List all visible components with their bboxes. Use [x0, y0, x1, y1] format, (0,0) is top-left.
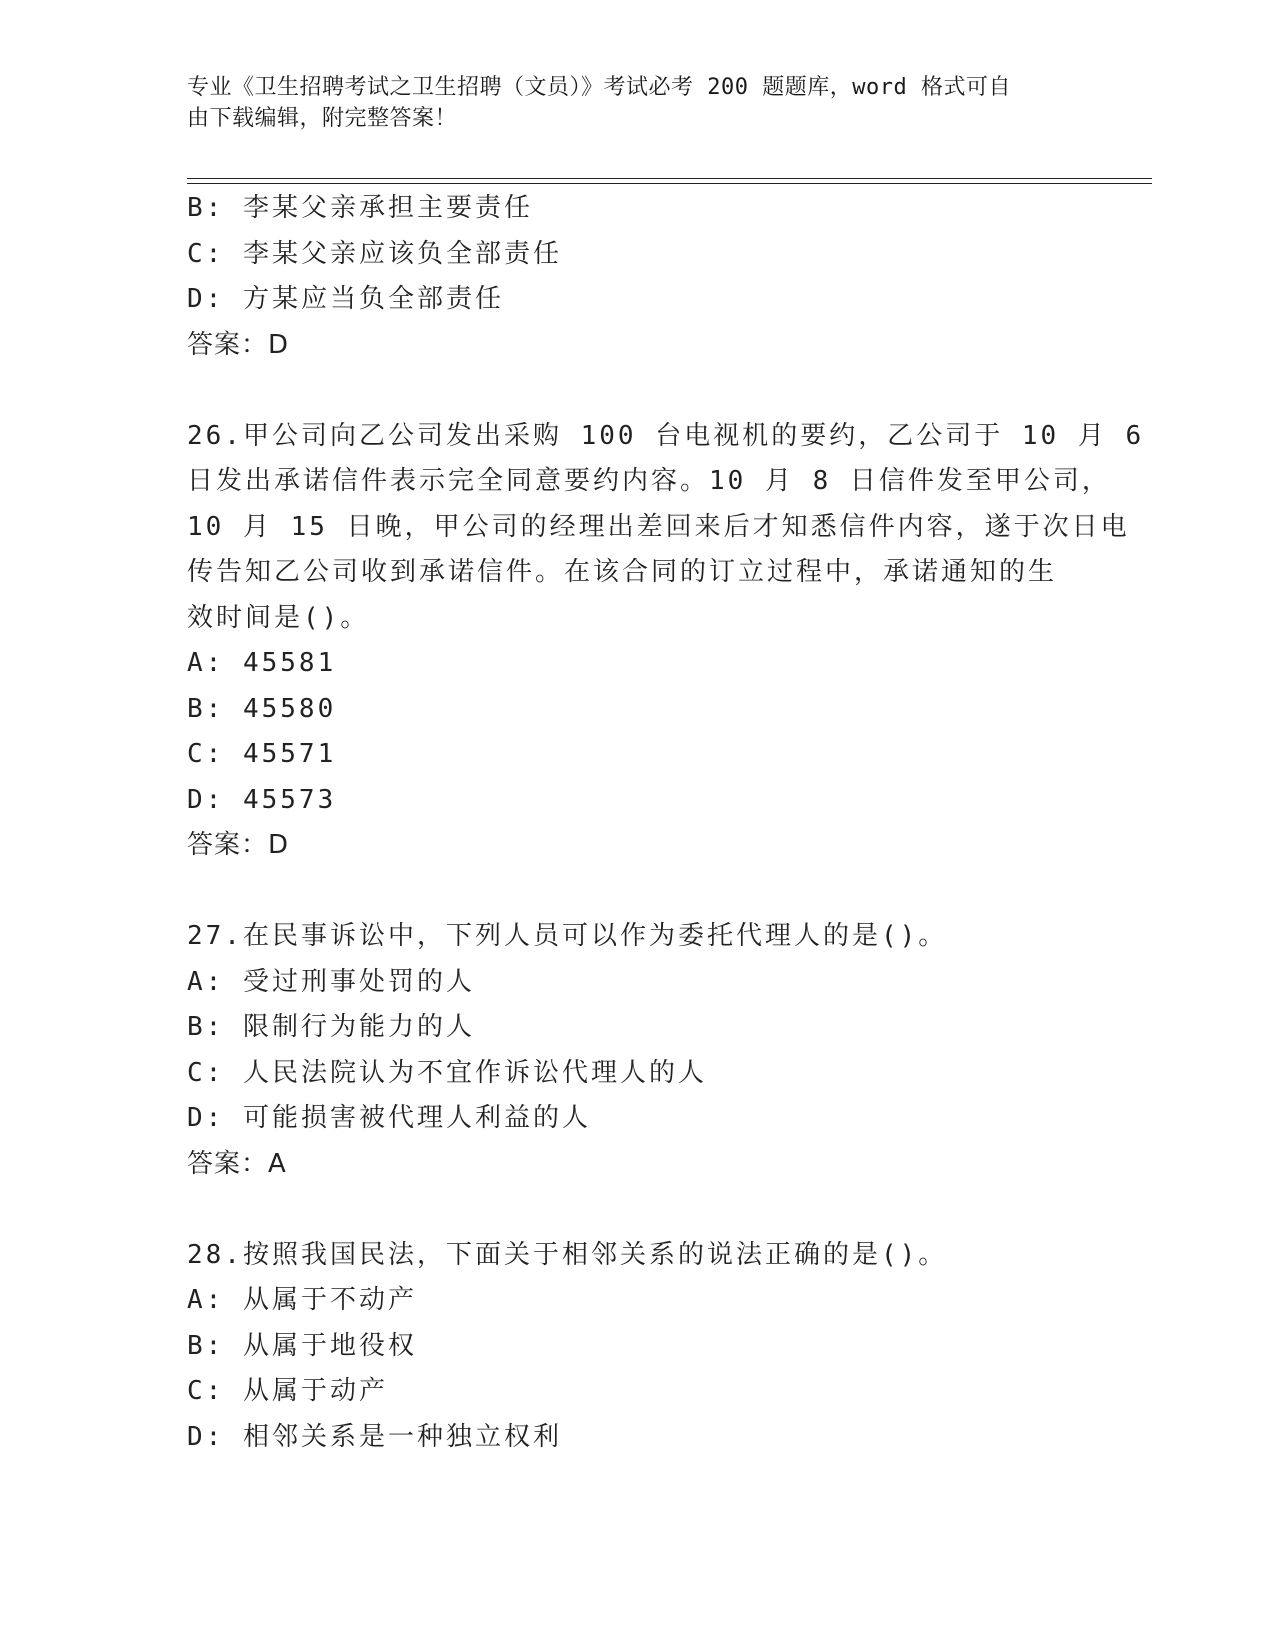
- document-header: [187, 72, 1067, 134]
- answer: 答案：A: [187, 1148, 287, 1179]
- header-rule-bottom: [187, 183, 1152, 184]
- header-line-1: 专业《卫生招聘考试之卫生招聘（文员）》考试必考 200 题题库，word 格式可自: [187, 75, 1011, 100]
- option-a: A: 从属于不动产: [187, 1285, 417, 1315]
- question-stem: 效时间是()。: [187, 602, 370, 633]
- question-25: [187, 186, 1087, 368]
- option-c: C: 45571: [187, 739, 337, 769]
- option-d: D: 可能损害被代理人利益的人: [187, 1103, 591, 1133]
- option-b: B: 限制行为能力的人: [187, 1012, 475, 1042]
- option-d: D: 相邻关系是一种独立权利: [187, 1421, 562, 1452]
- question-stem: 26.甲公司向乙公司发出采购 100 台电视机的要约，乙公司于 10 月 6: [187, 420, 1145, 451]
- question-stem: 日发出承诺信件表示完全同意要约内容。10 月 8 日信件发至甲公司，: [187, 466, 1111, 496]
- option-b: B: 从属于地役权: [187, 1330, 417, 1361]
- question-stem: 10 月 15 日晚，甲公司的经理出差回来后才知悉信件内容，遂于次日电: [187, 511, 1130, 542]
- question-list: [187, 186, 1145, 1460]
- question-28: [187, 1233, 1087, 1461]
- option-b: B: 45580: [187, 693, 337, 724]
- option-a: A: 受过刑事处罚的人: [187, 966, 475, 997]
- answer: 答案：D: [187, 830, 290, 860]
- question-stem: 28.按照我国民法，下面关于相邻关系的说法正确的是()。: [187, 1239, 948, 1270]
- question-stem: 27.在民事诉讼中，下列人员可以作为委托代理人的是()。: [187, 921, 948, 951]
- header-rule-top: [187, 178, 1152, 179]
- option-d: D: 45573: [187, 784, 337, 815]
- option-a: A: 45581: [187, 648, 337, 678]
- question-26: [187, 414, 1145, 869]
- option-d: D: 方某应当负全部责任: [187, 284, 504, 314]
- option-c: C: 从属于动产: [187, 1376, 388, 1406]
- answer: 答案：D: [187, 329, 290, 360]
- question-27: [187, 914, 1087, 1187]
- option-c: C: 人民法院认为不宜作诉讼代理人的人: [187, 1057, 707, 1088]
- option-b: B: 李某父亲承担主要责任: [187, 193, 533, 223]
- option-c: C: 李某父亲应该负全部责任: [187, 238, 562, 269]
- question-stem: 传告知乙公司收到承诺信件。在该合同的订立过程中，承诺通知的生: [187, 557, 1058, 587]
- header-line-2: 由下载编辑，附完整答案！: [187, 106, 458, 131]
